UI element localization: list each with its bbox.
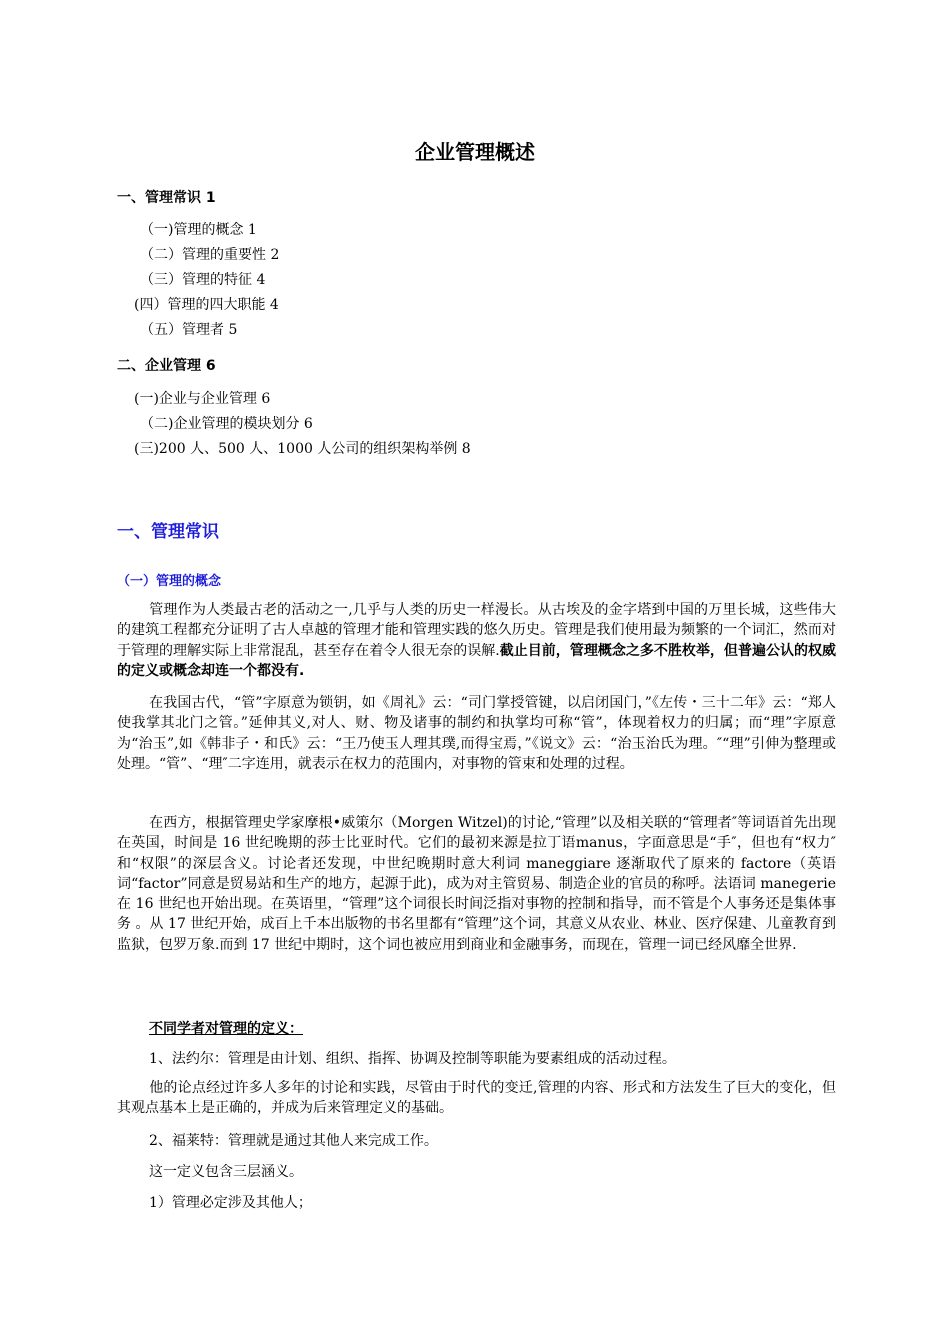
paragraph-western-origin-text: 在西方，根据管理史学家摩根•威策尔（Morgen Witzel)的讨论,“管理”以及相关联的“管理者″等词语首先出现在英国，时间是 16 世纪晚期的莎士比亚时代。它们的最初来源是拉丁语manus，字面意思是“手″，但也有“权力″和“权限”的深层含义。讨论者还发现，中世纪晚期时意大利词 maneggiare 逐渐取代了原来的 factore（英语词“factor”同意是贸易站和生产的地方，起源于此)，成为对主管贸易、制造企业的官员的称呼。法语词 manegerie 在 16 世纪也开始出现。在英语里，“管理”这个词很长时间泛指对事物的控制和指导，而不管是个人事务还是集体事务 。从 17 世纪开始，成百上千本出版物的书名里都有“管理”这个词，其意义从农业、林业、医疗保建、儿童教育到监狱，包罗万象.而到 17 世纪中期时，这个词也被应用到商业和金融事务，而现在，管理一词已经风靡全世界. xyxy=(117,815,836,953)
paragraph-chinese-origin-text: 在我国古代，“管”字原意为锁钥，如《周礼》云：“司门掌授管键，以启闭国门，”《左传・三十二年》云：“郑人使我掌其北门之管。”延伸其义,对人、财、物及诸事的制约和执掌均可称“管”，体现着权力的归属；而“理”字原意为“治玉”,如《韩非子・和氏》云：“王乃使玉人理其璞,而得宝焉，”《说文》云：“治玉治氏为理。″“理”引伸为整理或处理。“管”、“理″二字连用，就表示在权力的范围内，对事物的管束和处理的过程。 xyxy=(117,695,836,772)
toc-heading-management-basics[interactable]: 一、管理常识 1 xyxy=(117,190,216,206)
toc-item-modules[interactable]: （二)企业管理的模块划分 6 xyxy=(140,416,313,432)
paragraph-three-meanings: 这一定义包含三层涵义。 xyxy=(149,1164,303,1180)
toc-item-org-structure[interactable]: (三)200 人、500 人、1000 人公司的组织架构举例 8 xyxy=(134,441,471,457)
toc-item-managers[interactable]: （五）管理者 5 xyxy=(140,322,238,338)
definition-fayol: 1、法约尔：管理是由计划、组织、指挥、协调及控制等职能为要素组成的活动过程。 xyxy=(149,1051,676,1067)
paragraph-chinese-origin xyxy=(117,693,836,774)
document-title: 企业管理概述 xyxy=(415,140,535,164)
paragraph-intro xyxy=(117,600,836,681)
definitions-heading: 不同学者对管理的定义： xyxy=(149,1021,303,1037)
definition-follett: 2、福莱特：管理就是通过其他人来完成工作。 xyxy=(149,1133,438,1149)
paragraph-fayol-discussion-text: 他的论点经过许多人多年的讨论和实践，尽管由于时代的变迁,管理的内容、形式和方法发生了巨大的变化，但其观点基本上是正确的，并成为后来管理定义的基础。 xyxy=(117,1080,836,1117)
list-item-meaning-1: 1）管理必定涉及其他人； xyxy=(149,1195,312,1211)
paragraph-intro-emphasis: 截止目前，管理概念之多不胜枚举，但普遍公认的权威的定义或概念却连一个都没有. xyxy=(117,642,837,679)
section-heading-management-basics: 一、管理常识 xyxy=(117,522,219,542)
toc-item-characteristics[interactable]: （三）管理的特征 4 xyxy=(140,272,266,288)
toc-item-concept[interactable]: （一)管理的概念 1 xyxy=(140,222,257,238)
paragraph-fayol-discussion xyxy=(117,1078,836,1119)
subsection-heading-concept: （一）管理的概念 xyxy=(117,574,222,589)
paragraph-intro-text: 管理作为人类最古老的活动之一,几乎与人类的历史一样漫长。从古埃及的金字塔到中国的万里长城，这些伟大的建筑工程都充分证明了古人卓越的管理才能和管理实践的悠久历史。管理是我们使用最为频繁的一个词汇，然而对于管理的理解实际上非常混乱，甚至存在着令人很无奈的误解. xyxy=(117,602,836,659)
toc-item-enterprise[interactable]: (一)企业与企业管理 6 xyxy=(134,391,271,407)
toc-item-four-functions[interactable]: (四）管理的四大职能 4 xyxy=(134,297,279,313)
paragraph-western-origin xyxy=(117,813,836,955)
toc-item-importance[interactable]: （二）管理的重要性 2 xyxy=(140,247,280,263)
toc-heading-enterprise-management[interactable]: 二、企业管理 6 xyxy=(117,358,216,374)
